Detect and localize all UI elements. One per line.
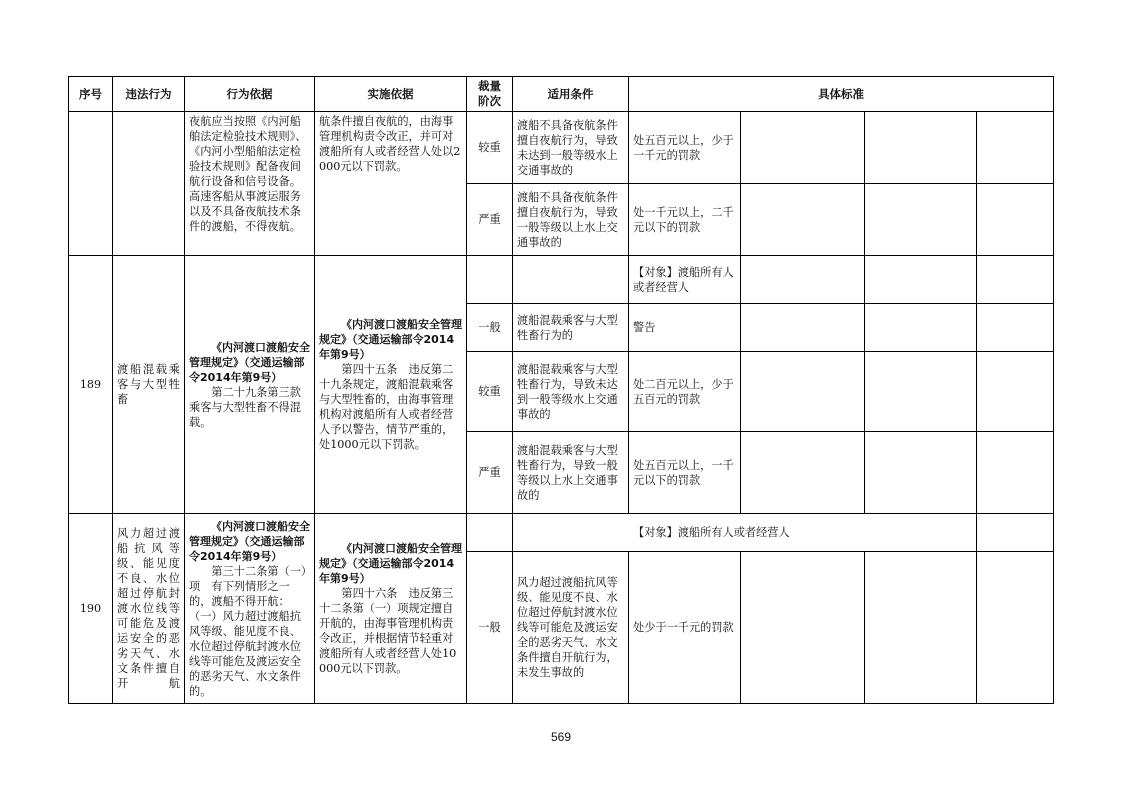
header-cond: 适用条件	[513, 77, 629, 112]
row189-act: 渡船混载乘客与大型牲畜	[113, 256, 185, 514]
header-seq: 序号	[69, 77, 113, 112]
cont-cond-1: 渡船不具备夜航条件擅自夜航行为，导致未达到一般等级水上交通事故的	[513, 112, 629, 184]
row189-std-2: 处二百元以上，少于五百元的罚款	[629, 352, 741, 432]
cont-std-2: 处一千元以上，二千元以下的罚款	[629, 184, 741, 256]
row190-impl	[315, 514, 467, 704]
row189-object: 【对象】渡船所有人或者经营人	[629, 256, 741, 304]
row189-level-3: 严重	[467, 432, 513, 514]
row190-std-1: 处少于一千元的罚款	[629, 552, 741, 704]
cont-level-1: 较重	[467, 112, 513, 184]
page-number: 569	[550, 730, 572, 744]
row189-basis-title: 《内河渡口渡船安全管理规定》（交通运输部令2014年第9号）	[189, 340, 310, 384]
row190-impl-title: 《内河渡口渡船安全管理规定》（交通运输部令2014年第9号）	[319, 542, 462, 585]
cont-seq-cell	[69, 112, 113, 256]
cont-level-2: 严重	[467, 184, 513, 256]
row189-cond-1: 渡船混载乘客与大型牲畜行为的	[513, 304, 629, 352]
cont-impl: 航条件擅自夜航的，由海事管理机构责令改正，并可对渡船所有人或者经营人处以2000元以下罚款。	[315, 112, 467, 256]
row190-basis	[185, 514, 315, 704]
header-basis: 行为依据	[185, 77, 315, 112]
row189-level-1: 一般	[467, 304, 513, 352]
row189-cond-3: 渡船混载乘客与大型牲畜行为，导致一般等级以上水上交通事故的	[513, 432, 629, 514]
row189-impl-title: 《内河渡口渡船安全管理规定》（交通运输部令2014年第9号）	[319, 318, 462, 361]
row189-impl-text: 第四十五条 违反第二十九条规定，渡船混载乘客与大型牲畜的，由海事管理机构对渡船所有人或者经营人予以警告，情节严重的，处1000元以下罚款。	[319, 363, 454, 451]
row190-act: 风力超过渡船抗风等级、能见度不良、水位超过停航封渡水位线等可能危及渡运安全的恶劣天气、水文条件擅自开航	[113, 514, 185, 704]
cont-act-cell	[113, 112, 185, 256]
cont-std-1: 处五百元以上，少于一千元的罚款	[629, 112, 741, 184]
header-act: 违法行为	[113, 77, 185, 112]
table-row	[69, 514, 1054, 552]
row190-basis-title: 《内河渡口渡船安全管理规定》（交通运输部令2014年第9号）	[189, 519, 310, 563]
header-level: 裁量 阶次	[467, 77, 513, 112]
row190-level-1: 一般	[467, 552, 513, 704]
cont-cond-2: 渡船不具备夜航条件擅自夜航行为，导致一般等级以上水上交通事故的	[513, 184, 629, 256]
row190-impl-text: 第四十六条 违反第三十二条第（一）项规定擅自开航的，由海事管理机构责令改正，并根据情节轻重对渡船所有人或者经营人处10000元以下罚款。	[319, 587, 457, 675]
header-impl: 实施依据	[315, 77, 467, 112]
row189-std-3: 处五百元以上，一千元以下的罚款	[629, 432, 741, 514]
row189-basis	[185, 256, 315, 514]
row189-std-1: 警告	[629, 304, 741, 352]
row189-cond-2: 渡船混载乘客与大型牲畜行为，导致未达到一般等级水上交通事故的	[513, 352, 629, 432]
row189-basis-text: 第二十九条第三款 乘客与大型牲畜不得混载。	[189, 385, 313, 429]
header-row	[69, 77, 1054, 112]
row190-basis-text: 第三十二条第（一）项 有下列情形之一的，渡船不得开航：（一）风力超过渡船抗风等级、能见度不良、水位超过停航封渡水位线等可能危及渡运安全的恶劣天气、水文条件的。	[189, 564, 307, 698]
row190-object: 【对象】渡船所有人或者经营人	[513, 514, 977, 552]
header-std: 具体标准	[629, 77, 1054, 112]
row189-level-2: 较重	[467, 352, 513, 432]
row190-seq: 190	[69, 514, 113, 704]
table-row	[69, 256, 1054, 304]
row189-seq: 189	[69, 256, 113, 514]
cont-basis: 夜航应当按照《内河船舶法定检验技术规则》、《内河小型船舶法定检验技术规则》配备夜间航行设备和信号设备。高速客船从事渡运服务以及不具备夜航技术条件的渡船，不得夜航。	[185, 112, 315, 256]
row189-impl	[315, 256, 467, 514]
table-row	[69, 112, 1054, 184]
penalty-table	[68, 76, 1054, 704]
row190-cond-1: 风力超过渡船抗风等级、能见度不良、水位超过停航封渡水位线等可能危及渡运安全的恶劣天气、水文条件擅自开航行为，未发生事故的	[513, 552, 629, 704]
